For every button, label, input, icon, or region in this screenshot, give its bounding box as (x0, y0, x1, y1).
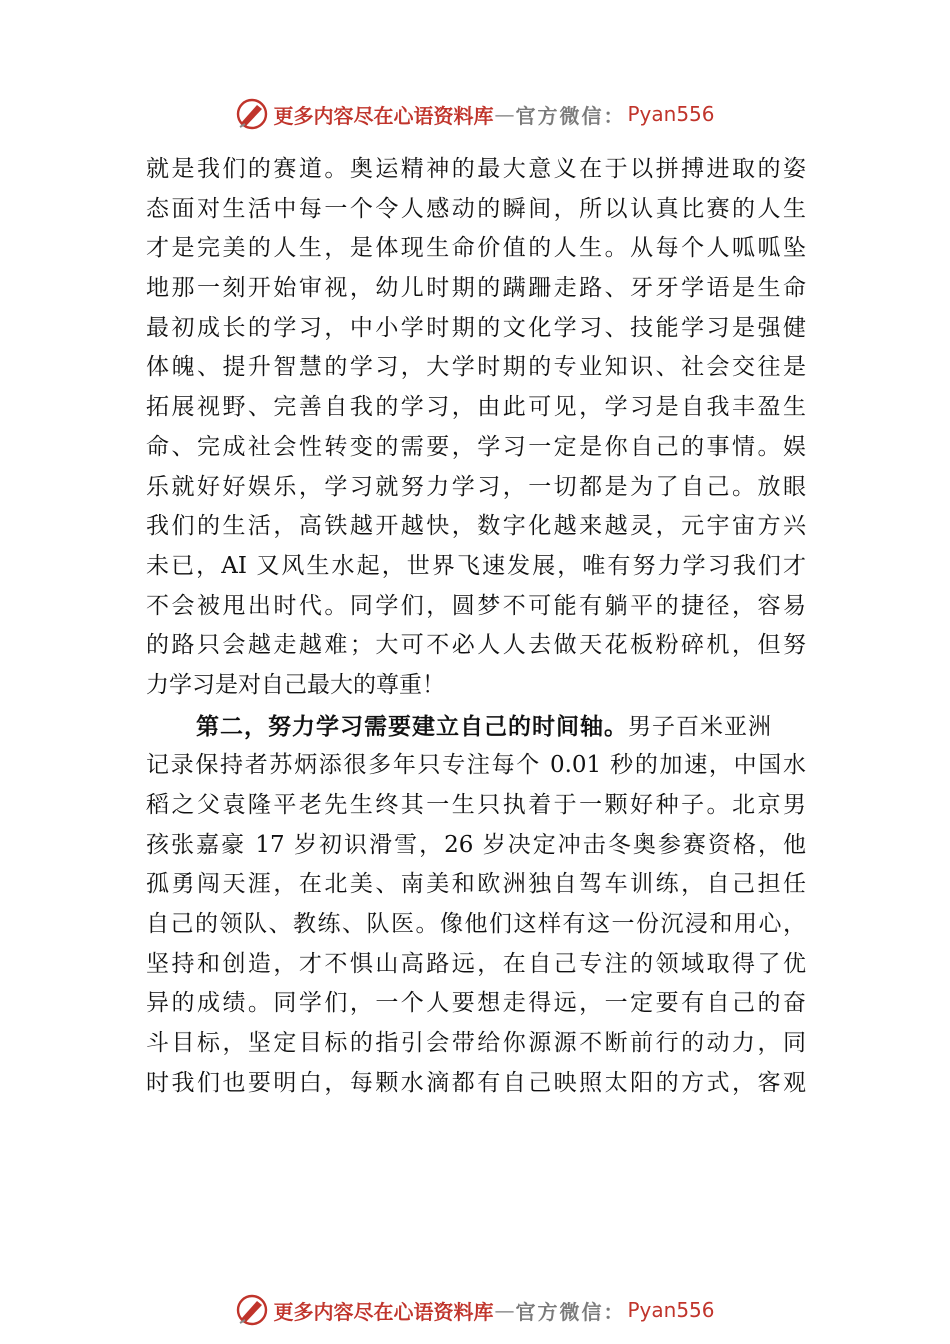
footer-banner (0, 1288, 950, 1332)
text-line: 我们的生活，高铁越开越快，数字化越来越灵，元宇宙方兴 (146, 513, 806, 540)
document-body (146, 150, 806, 1104)
text-line: 就是我们的赛道。奥运精神的最大意义在于以拼搏进取的姿 (146, 156, 806, 182)
text-line: 孤勇闯天涯，在北美、南美和欧洲独自驾车训练，自己担任 (146, 871, 806, 898)
footer-label: 官方微信： (515, 1299, 626, 1324)
text-line: 最初成长的学习，中小学时期的文化学习、技能学习是强健 (146, 314, 806, 341)
text-line: 乐就好好娱乐，学习就努力学习，一切都是为了自己。放眼 (146, 473, 806, 500)
text-line: 稻之父袁隆平老先生终其一生只执着于一颗好种子。北京男 (146, 792, 806, 818)
paragraph-2 (146, 707, 806, 1104)
text-line: 命、完成社会性转变的需要，学习一定是你自己的事情。娱 (146, 433, 806, 460)
pen-circle-logo-icon (235, 97, 269, 131)
text-line: 态面对生活中每一个令人感动的瞬间，所以认真比赛的人生 (146, 195, 806, 222)
header-label: 官方微信： (515, 103, 626, 128)
footer-wechat-id: Pyan556 (627, 1298, 715, 1322)
text-fragment: 男子百米亚洲 (628, 713, 772, 740)
header-banner (0, 92, 950, 136)
text-line: 体魄、提升智慧的学习，大学时期的专业知识、社会交往是 (146, 354, 806, 381)
section-heading: 第二，努力学习需要建立自己的时间轴。 (196, 712, 628, 740)
text-line: 异的成绩。同学们，一个人要想走得远，一定要有自己的奋 (146, 990, 806, 1017)
text-line: 坚持和创造，才不惧山高路远，在自己专注的领域取得了优 (146, 950, 806, 977)
paragraph-1 (146, 150, 806, 706)
footer-brand: 更多内容尽在心语资料库 (273, 1299, 494, 1324)
text-line: 地那一刻开始审视，幼儿时期的蹒跚走路、牙牙学语是生命 (146, 275, 806, 302)
text-line: 斗目标，坚定目标的指引会带给你源源不断前行的动力，同 (146, 1030, 806, 1057)
text-line: 孩张嘉豪 17 岁初识滑雪，26 岁决定冲击冬奥参赛资格，他 (146, 831, 806, 858)
text-line: 时我们也要明白，每颗水滴都有自己映照太阳的方式，客观 (146, 1069, 806, 1096)
text-line: 记录保持者苏炳添很多年只专注每个 0.01 秒的加速，中国水 (146, 752, 806, 779)
pen-circle-logo-icon (235, 1293, 269, 1327)
text-line: 力学习是对自己最大的尊重！ (146, 671, 445, 698)
text-line: 拓展视野、完善自我的学习，由此可见，学习是自我丰盈生 (146, 394, 806, 421)
text-line: 的路只会越走越难；大可不必人人去做天花板粉碎机，但努 (146, 632, 806, 659)
header-dash: — (494, 102, 515, 126)
header-brand: 更多内容尽在心语资料库 (273, 103, 494, 128)
paragraph-2-first-line (146, 707, 806, 747)
text-line: 不会被甩出时代。同学们，圆梦不可能有躺平的捷径，容易 (146, 592, 806, 619)
text-line: 自己的领队、教练、队医。像他们这样有这一份沉浸和用心， (146, 911, 806, 938)
footer-dash: — (494, 1298, 515, 1322)
text-line: 才是完美的人生，是体现生命价值的人生。从每个人呱呱坠 (146, 235, 806, 262)
header-wechat-id: Pyan556 (627, 102, 715, 126)
text-line: 未已，AI 又风生水起，世界飞速发展，唯有努力学习我们才 (146, 552, 806, 579)
